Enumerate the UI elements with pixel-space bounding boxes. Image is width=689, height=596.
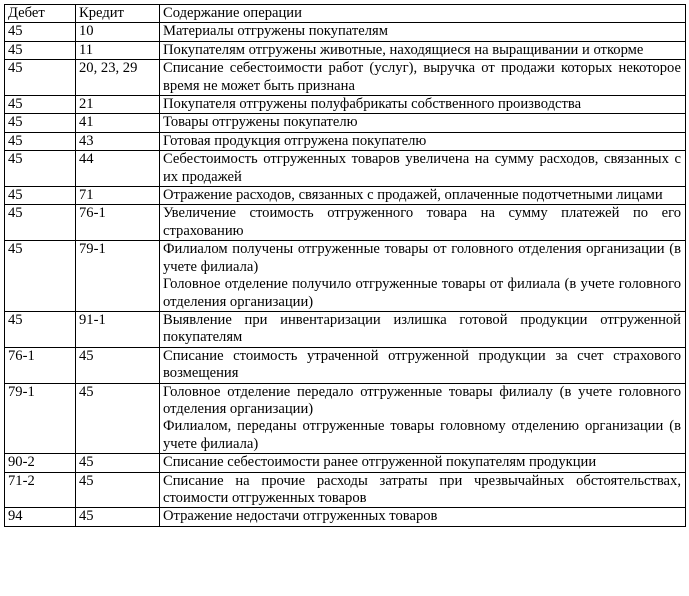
- description-paragraph: Покупателя отгружены полуфабрикаты собственного производства: [163, 96, 582, 113]
- credit-cell: 45: [76, 383, 160, 454]
- debit-cell: 45: [5, 96, 76, 114]
- credit-cell: 10: [76, 23, 160, 41]
- debit-cell: 45: [5, 187, 76, 205]
- description-cell: [160, 114, 686, 132]
- table-row: [5, 151, 686, 187]
- table-row: [5, 241, 686, 312]
- table-row: [5, 96, 686, 114]
- table-row: [5, 508, 686, 526]
- description-paragraph: Товары отгружены покупателю: [163, 114, 358, 131]
- description-cell: [160, 383, 686, 454]
- description-paragraph: Себестоимость отгруженных товаров увеличена на сумму расходов, связанных с их продажей: [163, 151, 681, 185]
- header-row: [5, 5, 686, 23]
- table-body: [5, 23, 686, 526]
- debit-cell: 45: [5, 114, 76, 132]
- description-paragraph: Головное отделение передало отгруженные товары филиалу (в учете головного отделения организации): [163, 383, 681, 417]
- credit-cell: 11: [76, 41, 160, 59]
- table-row: [5, 41, 686, 59]
- description-cell: [160, 41, 686, 59]
- credit-cell: 76-1: [76, 205, 160, 241]
- description-cell: [160, 132, 686, 150]
- debit-cell: 45: [5, 151, 76, 187]
- description-paragraph: Списание стоимость утраченной отгруженной продукции за счет страхового возмещения: [163, 347, 681, 382]
- description-paragraph: Списание себестоимости работ (услуг), выручка от продажи которых некоторое время не может быть признана: [163, 60, 681, 94]
- debit-cell: 94: [5, 508, 76, 526]
- credit-cell: 20, 23, 29: [76, 60, 160, 96]
- description-cell: [160, 508, 686, 526]
- description-cell: [160, 151, 686, 187]
- credit-cell: 45: [76, 347, 160, 383]
- header-credit: Кредит: [76, 5, 160, 23]
- description-paragraph: Отражение недостачи отгруженных товаров: [163, 508, 438, 525]
- table-row: [5, 132, 686, 150]
- debit-cell: 90-2: [5, 454, 76, 472]
- debit-cell: 45: [5, 60, 76, 96]
- operations-table: [4, 4, 686, 527]
- header-debit: Дебет: [5, 5, 76, 23]
- header-description: Содержание операции: [160, 5, 686, 23]
- credit-cell: 71: [76, 187, 160, 205]
- table-row: [5, 187, 686, 205]
- description-paragraph: Головное отделение получило отгруженные товары от филиала (в учете головного отделения организации): [163, 276, 681, 310]
- debit-cell: 45: [5, 311, 76, 347]
- table-row: [5, 114, 686, 132]
- table-row: [5, 311, 686, 347]
- description-cell: [160, 311, 686, 347]
- description-cell: [160, 60, 686, 96]
- debit-cell: 71-2: [5, 472, 76, 508]
- credit-cell: 21: [76, 96, 160, 114]
- description-cell: [160, 472, 686, 508]
- credit-cell: 41: [76, 114, 160, 132]
- credit-cell: 45: [76, 508, 160, 526]
- description-cell: [160, 347, 686, 383]
- debit-cell: 45: [5, 241, 76, 312]
- debit-cell: 45: [5, 205, 76, 241]
- table-row: [5, 383, 686, 454]
- table-row: [5, 472, 686, 508]
- description-paragraph: Выявление при инвентаризации излишка готовой продукции отгруженной покупателям: [163, 311, 681, 346]
- description-paragraph: Списание себестоимости ранее отгруженной покупателям продукции: [163, 454, 597, 471]
- description-paragraph: Списание на прочие расходы затраты при чрезвычайных обстоятельствах, стоимости отгруженных товаров: [163, 472, 681, 506]
- credit-cell: 43: [76, 132, 160, 150]
- debit-cell: 76-1: [5, 347, 76, 383]
- credit-cell: 79-1: [76, 241, 160, 312]
- debit-cell: 79-1: [5, 383, 76, 454]
- table-row: [5, 60, 686, 96]
- description-paragraph: Материалы отгружены покупателям: [163, 23, 388, 40]
- description-cell: [160, 23, 686, 41]
- description-paragraph: Покупателям отгружены животные, находящиеся на выращивании и откорме: [163, 41, 644, 58]
- description-cell: [160, 205, 686, 241]
- description-cell: [160, 454, 686, 472]
- description-paragraph: Филиалом получены отгруженные товары от головного отделения организации (в учете филиала): [163, 241, 681, 275]
- description-cell: [160, 187, 686, 205]
- description-paragraph: Филиалом, переданы отгруженные товары головному отделению организации (в учете филиала): [163, 418, 681, 452]
- description-paragraph: Увеличение стоимость отгруженного товара на сумму платежей по его страхованию: [163, 205, 681, 239]
- debit-cell: 45: [5, 23, 76, 41]
- description-cell: [160, 241, 686, 312]
- description-paragraph: Отражение расходов, связанных с продажей, оплаченные подотчетными лицами: [163, 187, 663, 204]
- credit-cell: 91-1: [76, 311, 160, 347]
- debit-cell: 45: [5, 132, 76, 150]
- table-row: [5, 454, 686, 472]
- debit-cell: 45: [5, 41, 76, 59]
- table-row: [5, 347, 686, 383]
- credit-cell: 45: [76, 472, 160, 508]
- description-cell: [160, 96, 686, 114]
- credit-cell: 45: [76, 454, 160, 472]
- description-paragraph: Готовая продукция отгружена покупателю: [163, 132, 427, 149]
- table-row: [5, 205, 686, 241]
- credit-cell: 44: [76, 151, 160, 187]
- table-row: [5, 23, 686, 41]
